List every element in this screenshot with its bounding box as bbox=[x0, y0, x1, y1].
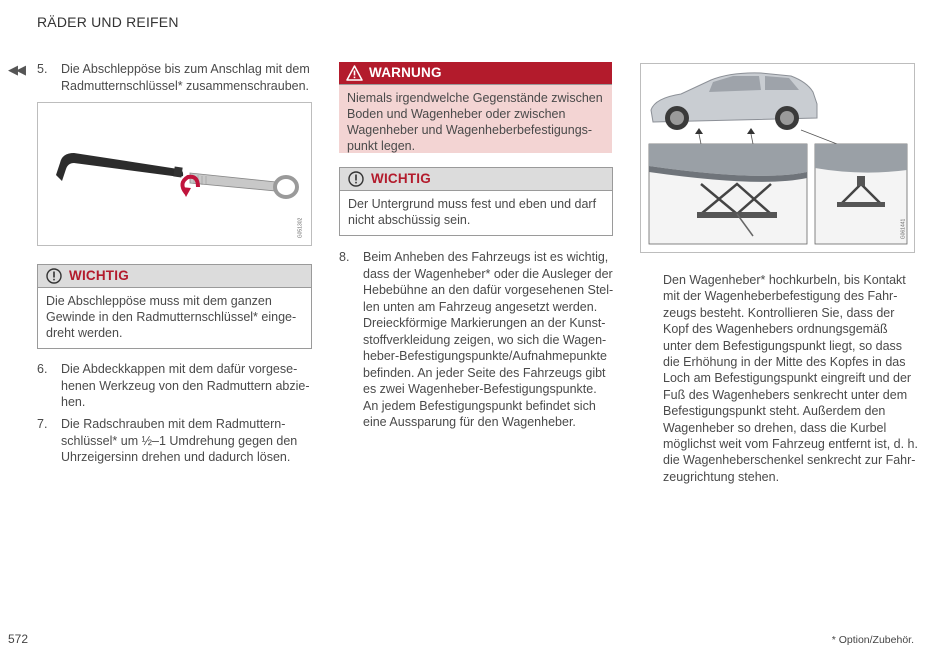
paragraph-line: Kopf des Wagenhebers ordnungsgemäß bbox=[663, 322, 888, 337]
step-line: hen. bbox=[61, 395, 86, 409]
paragraph-line: unter dem Befestigungspunkt liegt, so dass bbox=[663, 338, 903, 353]
paragraph-line: zeugs besteht. Kontrollieren Sie, dass der bbox=[663, 305, 895, 320]
step-line: es zwei Wagenheber-Befestigungspunkte. bbox=[363, 382, 597, 396]
step-line: Die Radschrauben mit dem Radmuttern- bbox=[61, 417, 286, 431]
step-line: len unten am Fahrzeug angesetzt werden. bbox=[363, 299, 598, 314]
step-line: Beim Anheben des Fahrzeugs ist es wichtig, bbox=[363, 250, 609, 264]
step-line: Hebebühne an den dafür vorgesehenen Stel- bbox=[363, 283, 614, 297]
step-line: Die Abschleppöse bis zum Anschlag mit dem bbox=[61, 62, 310, 76]
callout-line: Gewinde in den Radmutternschlüssel* einge- bbox=[46, 310, 297, 324]
footnote: * Option/Zubehör. bbox=[831, 634, 914, 646]
exclamation-circle-icon bbox=[348, 171, 364, 187]
warnung-callout bbox=[339, 62, 612, 153]
step-line: Uhrzeigersinn drehen und dadurch lösen. bbox=[61, 450, 291, 464]
paragraph-line: Loch am Befestigungspunkt eingreift und der bbox=[663, 371, 912, 386]
callout-line: Boden und Wagenheber oder zwischen bbox=[347, 107, 566, 121]
jack-paragraph bbox=[663, 272, 923, 485]
callout-label: WICHTIG bbox=[371, 171, 431, 186]
callout-header bbox=[339, 62, 612, 85]
step-line: Dreieckförmige Markierungen an der Kunst- bbox=[363, 316, 606, 330]
step-line: dass der Wagenheber* oder die Ausleger der bbox=[363, 266, 613, 281]
callout-label: WICHTIG bbox=[69, 268, 129, 283]
tow-eye-wrench-illustration bbox=[38, 103, 311, 245]
step-number: 5. bbox=[37, 62, 48, 76]
section-title: RÄDER UND REIFEN bbox=[37, 14, 179, 30]
step-line: befinden. An jeder Seite des Fahrzeugs gibt bbox=[363, 365, 606, 380]
step-line: schlüssel* um ½–1 Umdrehung gegen den bbox=[61, 433, 298, 448]
callout-line: punkt legen. bbox=[347, 139, 416, 153]
callout-header bbox=[340, 168, 612, 191]
figure-car-jack bbox=[640, 63, 915, 253]
step-5 bbox=[37, 61, 317, 95]
paragraph-line: möglichst weit vom Fahrzeug entfernt ist, d. h. bbox=[663, 437, 918, 452]
wichtig-callout bbox=[37, 264, 312, 349]
callout-line: Der Untergrund muss fest und eben und darf bbox=[348, 197, 597, 211]
step-line: henen Werkzeug von den Radmuttern abzie- bbox=[61, 378, 310, 393]
car-jack-illustration bbox=[641, 64, 914, 252]
step-line: Die Abdeckkappen mit dem dafür vorgese- bbox=[61, 362, 298, 376]
step-6 bbox=[37, 361, 317, 411]
double-left-arrow-icon[interactable]: ◀◀ bbox=[8, 62, 24, 77]
figure-code: G061441 bbox=[900, 218, 907, 240]
warning-triangle-icon bbox=[346, 65, 363, 81]
callout-line: Niemals irgendwelche Gegenstände zwischen bbox=[347, 91, 603, 105]
paragraph-line: die Wagenheberschenkel senkrecht zur Fahr- bbox=[663, 453, 916, 468]
paragraph-line: die Erhöhung in der Mitte des Kopfes in das bbox=[663, 355, 906, 370]
paragraph-line: Den Wagenheber* hochkurbeln, bis Kontakt bbox=[663, 273, 906, 287]
step-line: stoffverkleidung zeigen, wo sich die Wagen- bbox=[363, 332, 607, 347]
step-line: heber-Befestigungspunkte/Aufnahmepunkte bbox=[363, 349, 607, 363]
paragraph-line: Befestigungspunkt steht. Außerdem den bbox=[663, 404, 886, 419]
paragraph-line: zeugrichtung stehen. bbox=[663, 469, 780, 484]
figure-tow-eye bbox=[37, 102, 312, 246]
callout-line: Die Abschleppöse muss mit dem ganzen bbox=[46, 294, 272, 308]
step-number: 7. bbox=[37, 417, 48, 431]
step-line: eine Aussparung für den Wagenheber. bbox=[363, 415, 576, 429]
step-number: 8. bbox=[339, 250, 350, 264]
callout-label: WARNUNG bbox=[369, 65, 442, 80]
wichtig-callout bbox=[339, 167, 613, 236]
paragraph-line: Wagenheber so drehen, dass die Kurbel bbox=[663, 420, 887, 435]
callout-line: nicht abschüssig sein. bbox=[348, 213, 471, 227]
figure-code: G051302 bbox=[297, 217, 304, 239]
callout-line: Wagenheber und Wagenheberbefestigungs- bbox=[347, 123, 593, 137]
page-number: 572 bbox=[8, 632, 29, 646]
callout-header bbox=[38, 265, 311, 288]
step-8 bbox=[339, 249, 619, 434]
step-line: Radmutternschlüssel* zusammenschrauben. bbox=[61, 78, 310, 93]
step-line: An jedem Befestigungspunkt befindet sich bbox=[363, 398, 596, 413]
exclamation-circle-icon bbox=[46, 268, 62, 284]
paragraph-line: Fuß des Wagenhebers senkrecht unter dem bbox=[663, 387, 908, 402]
callout-line: dreht werden. bbox=[46, 326, 123, 340]
step-7 bbox=[37, 416, 317, 466]
step-number: 6. bbox=[37, 362, 48, 376]
paragraph-line: mit der Wagenheberbefestigung des Fahr- bbox=[663, 289, 898, 304]
